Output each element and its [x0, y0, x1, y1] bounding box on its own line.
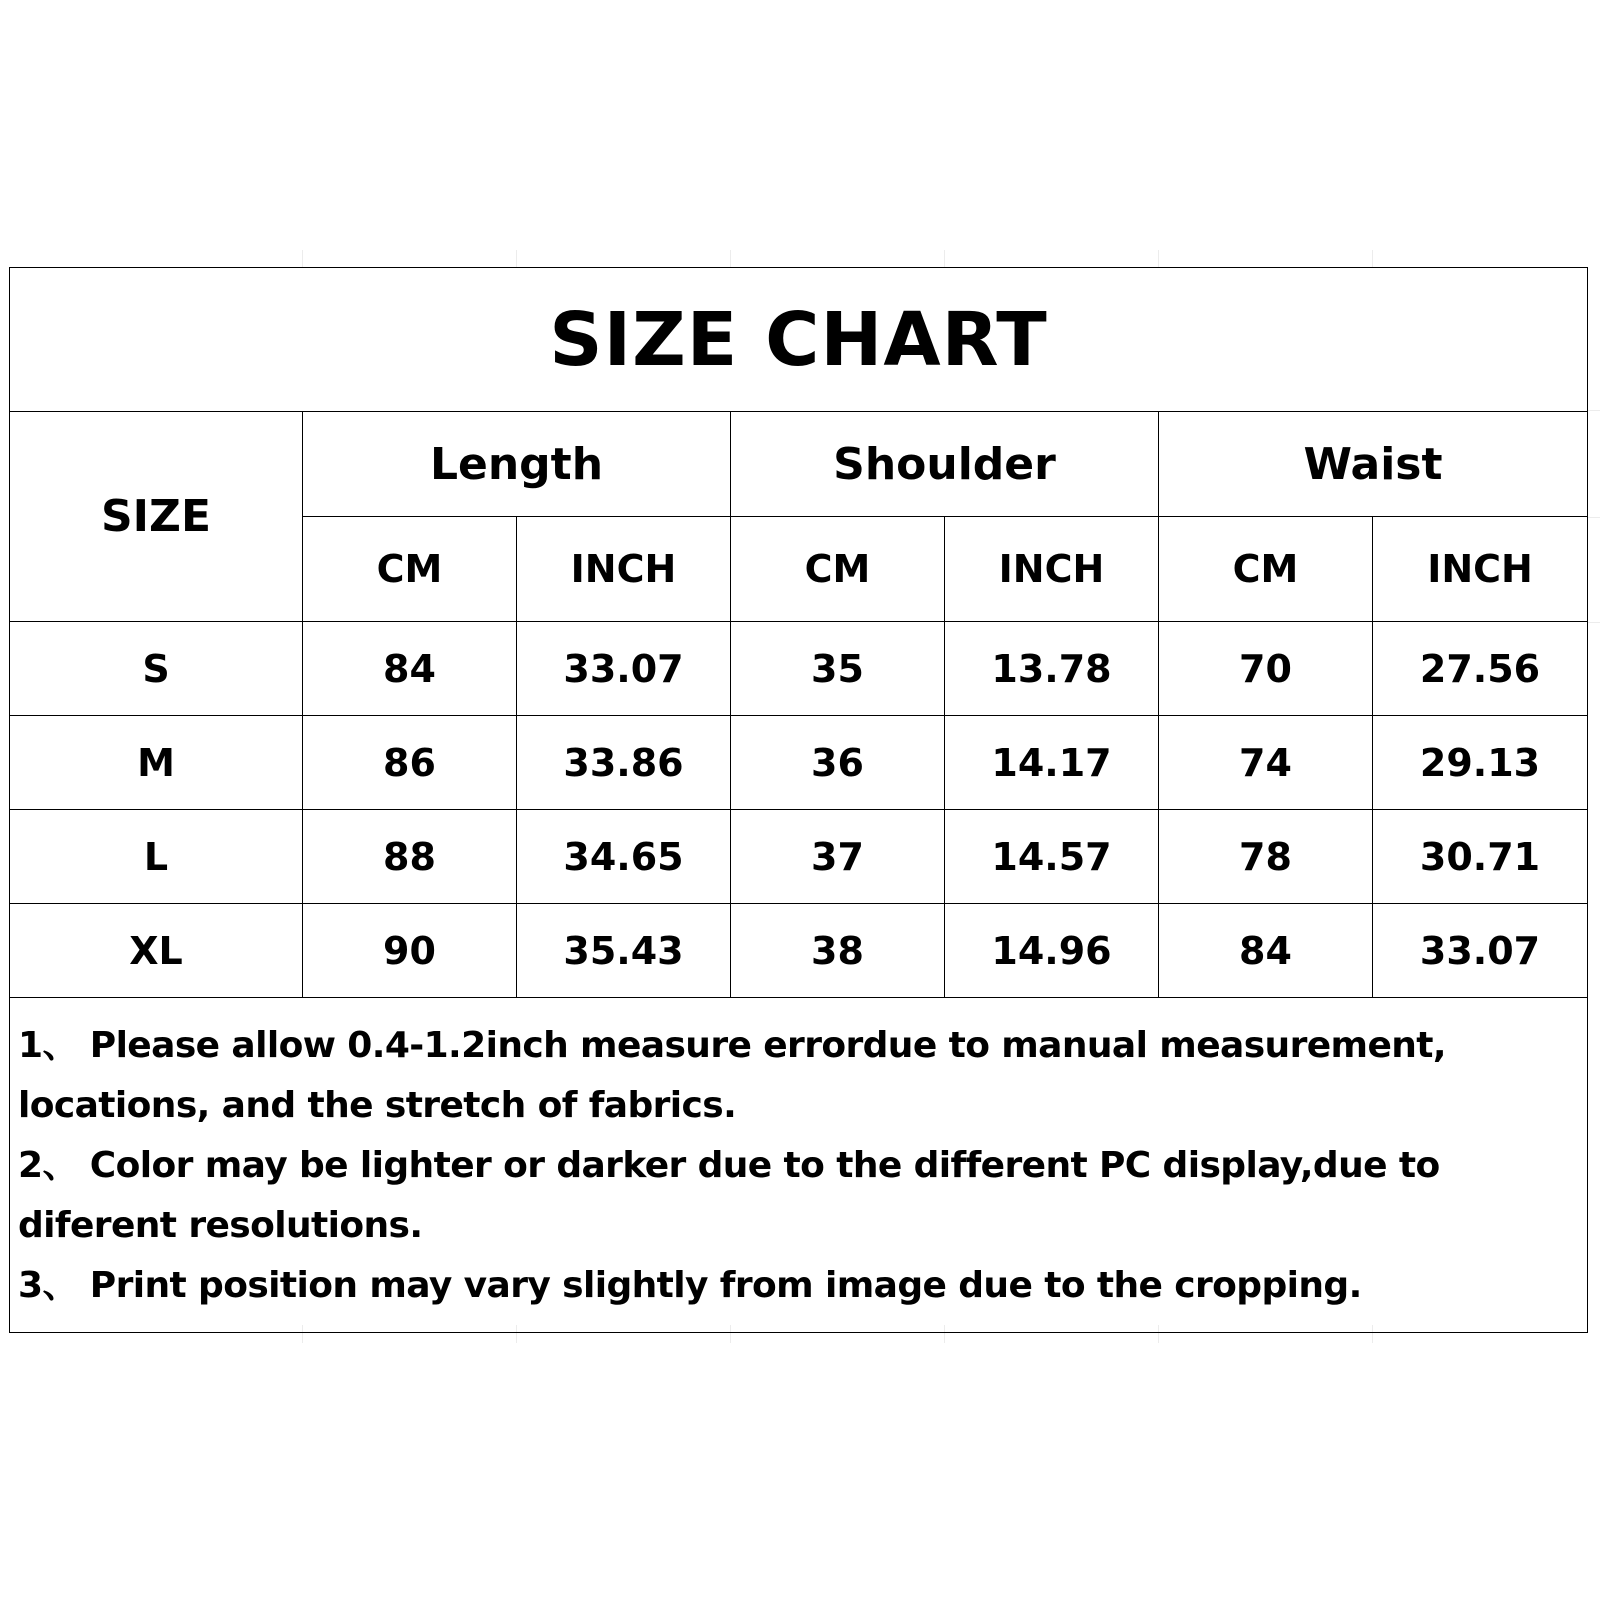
sheet-gridline — [730, 250, 731, 268]
sheet-gridline — [1372, 250, 1373, 268]
size-cell: XL — [10, 904, 303, 998]
shoulder-cm-cell: 37 — [731, 810, 945, 904]
length-inch-cell: 35.43 — [517, 904, 731, 998]
table-row — [10, 904, 1588, 998]
length-cm-cell: 84 — [303, 622, 517, 716]
waist-cm-cell: 70 — [1159, 622, 1373, 716]
sheet-gridline — [1588, 622, 1600, 623]
chart-title: SIZE CHART — [10, 268, 1588, 412]
waist-inch-header: INCH — [1373, 517, 1588, 622]
waist-inch-cell: 29.13 — [1373, 716, 1588, 810]
waist-header: Waist — [1159, 412, 1588, 517]
title-row — [10, 268, 1588, 412]
size-chart-table — [9, 267, 1588, 1333]
sheet-gridline — [1588, 410, 1600, 411]
note-2: 2、 Color may be lighter or darker due to the different PC display,due to diferent resolutions. — [18, 1145, 1440, 1246]
shoulder-cm-cell: 35 — [731, 622, 945, 716]
waist-inch-cell: 27.56 — [1373, 622, 1588, 716]
length-inch-header: INCH — [517, 517, 731, 622]
length-inch-cell: 33.86 — [517, 716, 731, 810]
size-cell: S — [10, 622, 303, 716]
notes-cell — [10, 998, 1588, 1333]
length-cm-header: CM — [303, 517, 517, 622]
shoulder-cm-cell: 36 — [731, 716, 945, 810]
length-inch-cell: 33.07 — [517, 622, 731, 716]
shoulder-inch-header: INCH — [945, 517, 1159, 622]
shoulder-inch-cell: 13.78 — [945, 622, 1159, 716]
length-cm-cell: 90 — [303, 904, 517, 998]
waist-inch-cell: 33.07 — [1373, 904, 1588, 998]
size-cell: M — [10, 716, 303, 810]
notes-row — [10, 998, 1588, 1333]
length-inch-cell: 34.65 — [517, 810, 731, 904]
size-column-header: SIZE — [10, 412, 303, 622]
shoulder-inch-cell: 14.96 — [945, 904, 1159, 998]
note-3: 3、 Print position may vary slightly from image due to the cropping. — [18, 1265, 1362, 1306]
length-cm-cell: 88 — [303, 810, 517, 904]
waist-cm-header: CM — [1159, 517, 1373, 622]
waist-cm-cell: 84 — [1159, 904, 1373, 998]
size-cell: L — [10, 810, 303, 904]
length-cm-cell: 86 — [303, 716, 517, 810]
shoulder-cm-header: CM — [731, 517, 945, 622]
shoulder-inch-cell: 14.17 — [945, 716, 1159, 810]
table-row — [10, 810, 1588, 904]
shoulder-header: Shoulder — [731, 412, 1159, 517]
sheet-gridline — [1588, 517, 1600, 518]
table-row — [10, 622, 1588, 716]
group-header-row — [10, 412, 1588, 517]
length-header: Length — [303, 412, 731, 517]
waist-cm-cell: 78 — [1159, 810, 1373, 904]
waist-inch-cell: 30.71 — [1373, 810, 1588, 904]
sheet-gridline — [944, 250, 945, 268]
note-1: 1、 Please allow 0.4-1.2inch measure errordue to manual measurement, locations, and the stretch of fabrics. — [18, 1025, 1446, 1126]
table-row — [10, 716, 1588, 810]
waist-cm-cell: 74 — [1159, 716, 1373, 810]
shoulder-cm-cell: 38 — [731, 904, 945, 998]
sheet-gridline — [516, 250, 517, 268]
sheet-gridline — [302, 250, 303, 268]
sheet-gridline — [1158, 250, 1159, 268]
shoulder-inch-cell: 14.57 — [945, 810, 1159, 904]
